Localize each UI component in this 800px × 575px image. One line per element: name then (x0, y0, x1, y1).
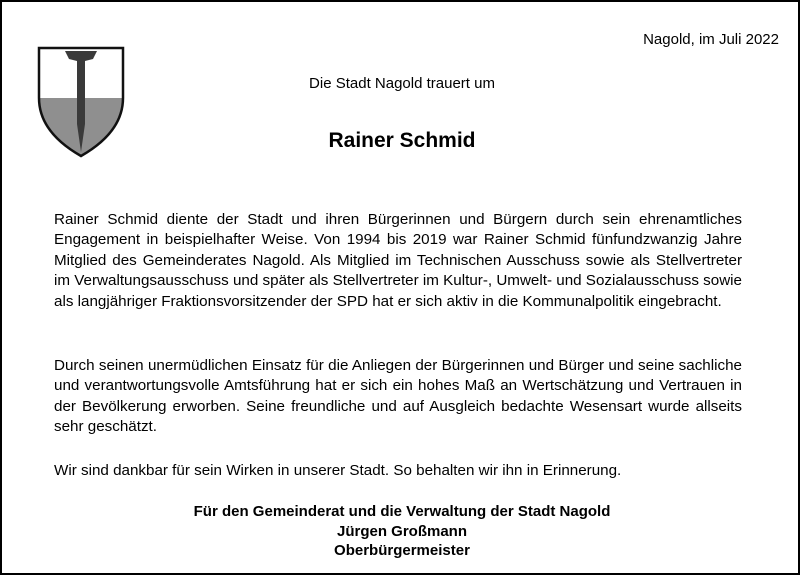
signature-line-council: Für den Gemeinderat und die Verwaltung der Stadt Nagold (193, 503, 611, 520)
intro-text: Die Stadt Nagold trauert um (309, 75, 495, 92)
body-paragraph: Wir sind dankbar für sein Wirken in unserer Stadt. So behalten wir ihn in Erinnerung. (54, 462, 622, 479)
signature-block (2, 502, 800, 561)
body-paragraph: Rainer Schmid diente der Stadt und ihren Bürgerinnen und Bürgern durch sein ehrenamtliches Engagement in beispielhafter Weise. Von 1994 bis 2019 war Rainer Schmid fünfundzwanzig Jahre Mitglied des Gemeinderates Nagold. Als Mitglied im Technischen Ausschuss sowie als Stellvertreter im Verwaltungsausschuss und später als Stellvertreter im Kultur-, Umwelt- und Sozialausschuss sowie als langjähriger Fraktionsvorsitzender der SPD hat er sich aktiv in die Kommunalpolitik eingebracht. (54, 211, 742, 310)
signature-name: Jürgen Großmann (336, 522, 467, 540)
signature-title: Oberbürgermeister (334, 542, 470, 559)
body-paragraph: Durch seinen unermüdlichen Einsatz für die Anliegen der Bürgerinnen und Bürger und seine sachliche und verantwortungsvolle Amtsführung hat er sich ein hohes Maß an Wertschätzung und Vertrauen in der Bevölkerung erworben. Seine freundliche und auf Ausgleich bedachte Wesensart wurde allseits sehr geschätzt. (54, 357, 742, 436)
deceased-name: Rainer Schmid (328, 129, 476, 152)
date-line: Nagold, im Juli 2022 (643, 31, 779, 48)
